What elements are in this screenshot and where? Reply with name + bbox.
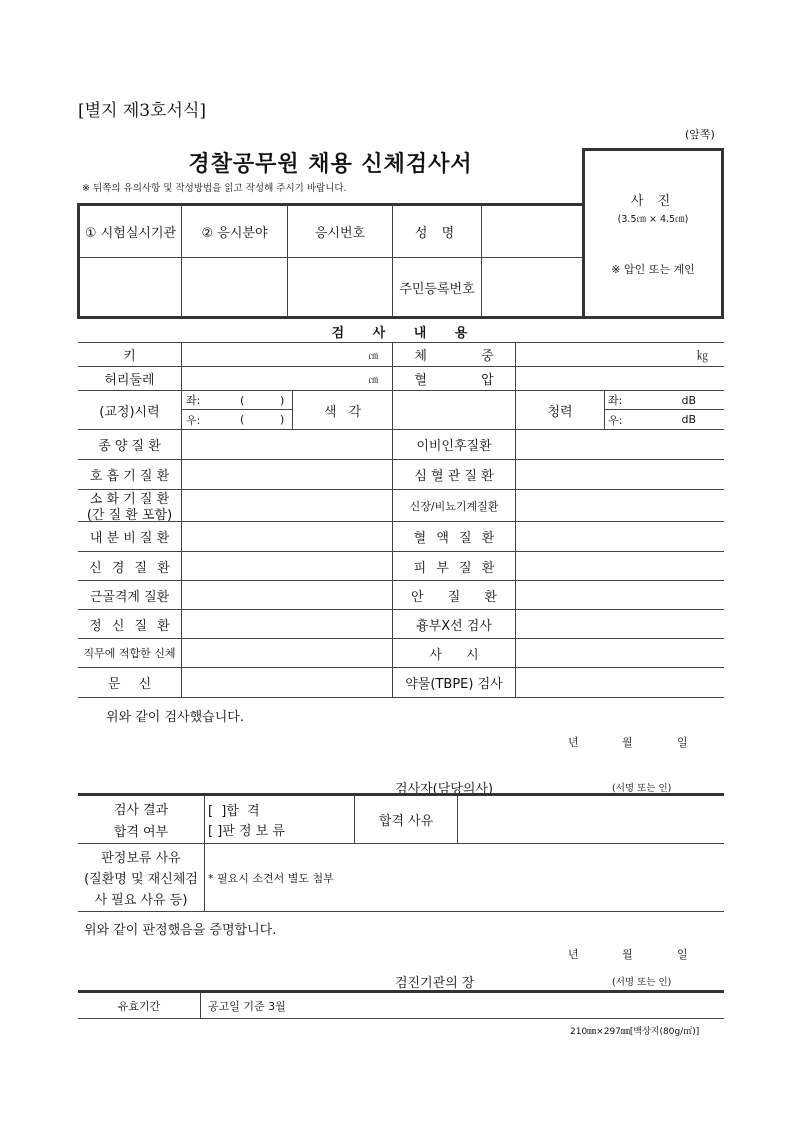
weight-unit: ㎏ — [697, 348, 708, 362]
validity-label: 유효기간 — [117, 999, 161, 1013]
name-field[interactable] — [482, 205, 583, 257]
disease-label-digestive: 소 화 기 질 환 — [89, 492, 170, 507]
resident-number-header: 주민등록번호 — [399, 281, 475, 297]
resident-number-field[interactable] — [482, 258, 583, 316]
waist-unit: ㎝ — [368, 374, 378, 386]
blood-pressure-label: 혈 압 — [414, 373, 494, 388]
examiner-sign: (서명 또는 인) — [612, 783, 672, 794]
color-vision-label: 색 각 — [323, 404, 362, 420]
date-day-2: 일 — [677, 948, 688, 961]
disease-label-drug: 약물(TBPE) 검사 — [405, 677, 503, 692]
hearing-left-unit: dB — [681, 393, 696, 407]
exam-statement: 위와 같이 검사했습니다. — [106, 710, 244, 725]
disease-label-neuro: 신 경 질 환 — [89, 560, 170, 576]
agency-header: ① 시험실시기관 — [84, 225, 177, 241]
examiner-label: 검사자(담당의사) — [395, 782, 494, 797]
date-month-2: 월 — [622, 948, 633, 961]
pending-reason-label-1: 판정보류 사유 — [101, 850, 181, 866]
disease-label-ent: 이비인후질환 — [416, 439, 492, 454]
field-header: ② 응시분야 — [201, 225, 268, 241]
vision-right-close: ) — [280, 413, 285, 426]
disease-label-fitness: 직무에 적합한 신체 — [83, 647, 176, 660]
height-label: 키 — [123, 349, 136, 364]
field-field[interactable] — [182, 258, 287, 316]
date-month: 월 — [622, 736, 633, 749]
agency-field[interactable] — [80, 258, 181, 316]
photo-size: (3.5㎝ × 4.5㎝) — [617, 214, 689, 225]
disease-label-strabismus: 사 시 — [429, 647, 479, 663]
pending-checkbox[interactable]: [ ]판 정 보 류 — [208, 823, 285, 839]
certify-statement: 위와 같이 판정했음을 증명합니다. — [84, 923, 277, 938]
disease-label-tattoo: 문 신 — [107, 677, 152, 692]
disease-label-cardio: 심 혈 관 질 환 — [414, 469, 494, 484]
disease-label-tumor: 종 양 질 환 — [98, 439, 161, 454]
document-title: 경찰공무원 채용 신체검사서 — [188, 150, 473, 177]
disease-label-endocrine: 내 분 비 질 환 — [89, 531, 170, 546]
exam-number-header: 응시번호 — [314, 225, 366, 241]
hearing-right-label: 우: — [608, 413, 623, 427]
institution-head-label: 검진기관의 장 — [395, 976, 475, 991]
photo-label: 사 진 — [630, 193, 676, 209]
validity-value: 공고일 기준 3월 — [208, 999, 286, 1013]
vision-label: (교정)시력 — [99, 404, 160, 420]
result-label-2: 합격 여부 — [113, 824, 169, 840]
pass-checkbox[interactable]: [ ]합 격 — [208, 803, 260, 819]
date-year: 년 — [568, 736, 579, 749]
paper-spec: 210㎜×297㎜[백상지(80g/㎡)] — [570, 1027, 700, 1037]
disease-label-skin: 피 부 질 환 — [413, 560, 495, 576]
vision-right-open: ( — [240, 413, 245, 426]
disease-label-blood: 혈 액 질 환 — [413, 531, 495, 546]
pass-reason-field[interactable] — [458, 796, 724, 843]
vision-left-label: 좌: — [186, 394, 201, 407]
seal-note: ※ 압인 또는 계인 — [611, 263, 695, 276]
exam-section-title: 검 사 내 용 — [331, 325, 471, 341]
pass-reason-label: 합격 사유 — [378, 814, 434, 829]
institution-sign: (서명 또는 인) — [612, 977, 672, 988]
result-label-1: 검사 결과 — [113, 802, 169, 818]
waist-label: 허리둘레 — [104, 373, 155, 388]
disease-label-renal: 신장/비뇨기계질환 — [409, 499, 499, 513]
pending-reason-label-2: (질환명 및 재신체검 — [84, 871, 198, 887]
vision-left-close: ) — [280, 393, 285, 407]
height-unit: ㎝ — [368, 350, 378, 362]
hearing-left-label: 좌: — [608, 394, 623, 407]
disease-label-musculoskeletal: 근골격계 질환 — [89, 589, 170, 605]
pending-reason-note: * 필요시 소견서 별도 첨부 — [208, 872, 334, 885]
disease-label-respiratory: 호 흡 기 질 환 — [89, 469, 170, 484]
vision-left-open: ( — [240, 393, 245, 407]
vision-right-label: 우: — [186, 413, 201, 427]
hearing-right-unit: dB — [681, 413, 696, 426]
disease-label-xray: 흉부X선 검사 — [416, 618, 492, 634]
name-header: 성 명 — [414, 225, 460, 241]
date-day: 일 — [677, 736, 688, 749]
form-number-label: [별지 제3호서식] — [78, 101, 207, 121]
instruction-note: ※ 뒤쪽의 유의사항 및 작성방법을 읽고 작성해 주시기 바랍니다. — [82, 183, 347, 194]
exam-number-field[interactable] — [288, 258, 392, 316]
hearing-label: 청력 — [547, 404, 573, 420]
disease-label-mental: 정 신 질 환 — [89, 618, 170, 634]
front-side-label: (앞쪽) — [685, 128, 715, 141]
weight-label: 체 중 — [414, 349, 494, 364]
disease-label-eye: 안 질 환 — [411, 589, 497, 605]
date-year-2: 년 — [568, 948, 579, 961]
disease-label-digestive-note: (간 질 환 포함) — [86, 507, 173, 523]
pending-reason-label-3: 사 필요 사유 등) — [94, 892, 188, 908]
